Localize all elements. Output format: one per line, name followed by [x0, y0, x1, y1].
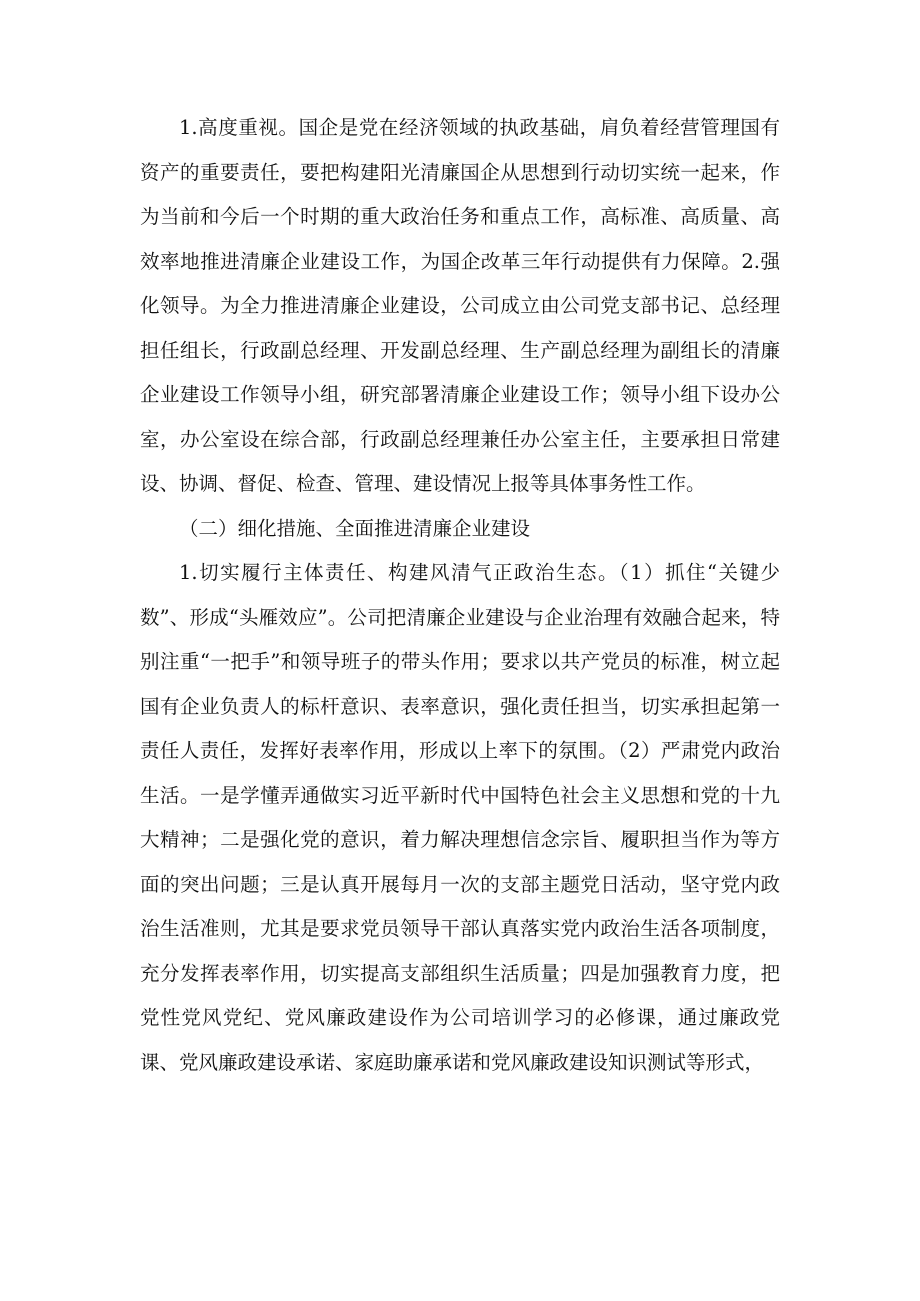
paragraph-responsibility: 1.切实履行主体责任、构建风清气正政治生态。（1）抓住“关键少数”、形成“头雁效应”。公司把清廉企业建设与企业治理有效融合起来，特别注重“一把手”和领导班子的带头作用；要求以共产党员的标准，树立起国有企业负责人的标杆意识、表率意识，强化责任担当，切实承担起第一责任人责任，发挥好表率作用，形成以上率下的氛围。（2）严肃党内政治生活。一是学懂弄通做实习近平新时代中国特色社会主义思想和党的十九大精神；二是强化党的意识，着力解决理想信念宗旨、履职担当作为等方面的突出问题；三是认真开展每月一次的支部主题党日活动，坚守党内政治生活准则，尤其是要求党员领导干部认真落实党内政治生活各项制度，充分发挥表率作用，切实提高支部组织生活质量；四是加强教育力度，把党性党风党纪、党风廉政建设作为公司培训学习的必修课，通过廉政党课、党风廉政建设承诺、家庭助廉承诺和党风廉政建设知识测试等形式，	[140, 561, 780, 1074]
paragraph-leadership: 1.高度重视。国企是党在经济领域的执政基础，肩负着经营管理国有资产的重要责任，要把构建阳光清廉国企从思想到行动切实统一起来，作为当前和今后一个时期的重大政治任务和重点工作，高标准、高质量、高效率地推进清廉企业建设工作，为国企改革三年行动提供有力保障。2.强化领导。为全力推进清廉企业建设，公司成立由公司党支部书记、总经理担任组长，行政副总经理、开发副总经理、生产副总经理为副组长的清廉企业建设工作领导小组，研究部署清廉企业建设工作；领导小组下设办公室，办公室设在综合部，行政副总经理兼任办公室主任，主要承担日常建设、协调、督促、检查、管理、建设情况上报等具体事务性工作。	[140, 116, 780, 495]
document-page	[140, 106, 780, 1085]
section-heading: （二）细化措施、全面推进清廉企业建设	[179, 516, 531, 540]
